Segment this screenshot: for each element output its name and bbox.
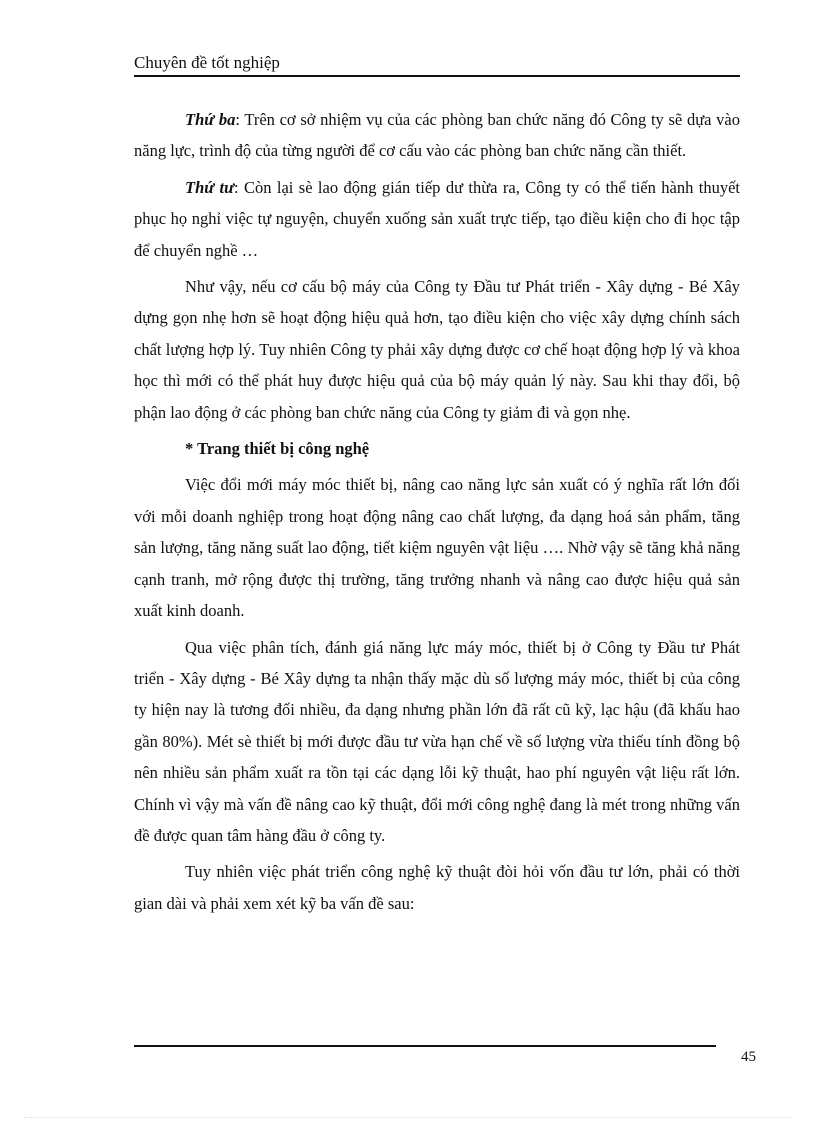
page-edge-dotted-line xyxy=(24,1117,792,1118)
paragraph-equipment-importance: Việc đổi mới máy móc thiết bị, nâng cao năng lực sản xuất có ý nghĩa rất lớn đối với mỗi doanh nghiệp trong hoạt động nâng cao chất lượng, đa dạng hoá sản phẩm, tăng sản lượng, tăng năng suất lao động, tiết kiệm nguyên vật liệu …. Nhờ vậy sẽ tăng khả năng cạnh tranh, mở rộng được thị trường, tăng trưởng nhanh và nâng cao được hiệu quả sản xuất kinh doanh. xyxy=(134,475,740,621)
footer-divider xyxy=(134,1045,716,1047)
running-header xyxy=(134,52,740,77)
paragraph-thu-tu xyxy=(134,172,740,266)
page-number: 45 xyxy=(741,1049,756,1065)
section-heading: * Trang thiết bị công nghệ xyxy=(185,439,370,459)
paragraph-text: : Còn lại sè lao động gián tiếp dư thừa ra, Công ty có thể tiến hành thuyết phục họ nghỉ việc tự nguyện, chuyển xuống sản xuất trực tiếp, tạo điều kiện cho đi học tập để chuyển nghề … xyxy=(134,177,740,260)
paragraph-lead: Thứ ba xyxy=(185,110,236,129)
page-body xyxy=(134,104,740,924)
paragraph-restructure-summary: Như vậy, nếu cơ cấu bộ máy của Công ty Đầu tư Phát triển - Xây dựng - Bé Xây dựng gọn nhẹ hơn sẽ hoạt động hiệu quả hơn, tạo điều kiện cho việc xây dựng chính sách chất lượng hợp lý. Tuy nhiên Công ty phải xây dựng được cơ chế hoạt động hợp lý và khoa học thì mới có thể phát huy được hiệu quả của bộ máy quản lý này. Sau khi thay đổi, bộ phận lao động ở các phòng ban chức năng của Công ty giảm đi và gọn nhẹ. xyxy=(134,277,740,422)
paragraph-thu-ba xyxy=(134,104,740,167)
paragraph-text: : Trên cơ sở nhiệm vụ của các phòng ban chức năng đó Công ty sẽ dựa vào năng lực, trình độ của từng người để cơ cấu vào các phòng ban chức năng cần thiết. xyxy=(134,110,740,161)
header-title: Chuyên đề tốt nghiệp xyxy=(134,53,280,72)
paragraph-investment-issues: Tuy nhiên việc phát triển công nghệ kỹ thuật đòi hỏi vốn đầu tư lớn, phải có thời gian dài và phải xem xét kỹ ba vấn đề sau: xyxy=(134,862,740,913)
paragraph-lead: Thứ tư xyxy=(185,177,235,197)
paragraph-equipment-analysis: Qua việc phân tích, đánh giá năng lực máy móc, thiết bị ở Công ty Đầu tư Phát triển - Xây dựng - Bé Xây dựng ta nhận thấy mặc dù số lượng máy móc, thiết bị của công ty hiện nay là tương đối nhiều, đa dạng nhưng phần lớn đã rất cũ kỹ, lạc hậu (đã khấu hao gần 80%). Mét sè thiết bị mới được đầu tư vừa hạn chế về số lượng vừa thiếu tính đồng bộ nên nhiều sản phẩm xuất ra tồn tại các dạng lỗi kỹ thuật, hao phí nguyên vật liệu rất lớn. Chính vì vậy mà vấn đề nâng cao kỹ thuật, đổi mới công nghệ đang là mét trong những vấn đề được quan tâm hàng đầu ở công ty. xyxy=(134,637,740,845)
